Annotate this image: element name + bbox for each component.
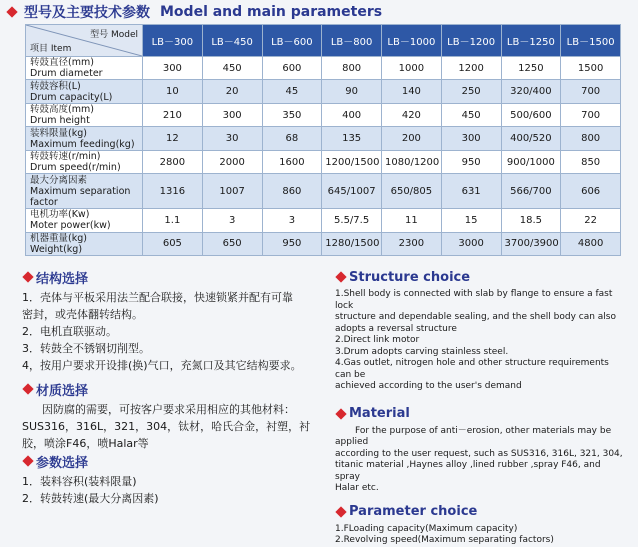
row-label-cn: 转鼓直径(mm): [30, 57, 94, 69]
table-row: [26, 103, 621, 126]
table-cell: 500/600: [501, 103, 561, 126]
table-cell: 1000: [382, 57, 442, 80]
row-label: [26, 103, 143, 126]
table-cell: 850: [561, 150, 621, 173]
model-header: LB－1500: [561, 25, 621, 57]
english-column: [335, 268, 627, 547]
corner-model-label: 型号 Model: [90, 30, 138, 40]
diamond-bullet-icon: [22, 271, 33, 282]
row-label-en: Drum capacity(L): [30, 91, 113, 103]
table-cell: 645/1007: [322, 174, 382, 209]
text-line: 2．电机直联驱动。: [22, 325, 117, 338]
material-en-body: [335, 426, 627, 495]
model-header: LB－1250: [501, 25, 561, 57]
table-cell: 650/805: [382, 174, 442, 209]
table-cell: 350: [262, 103, 322, 126]
table-row: [26, 150, 621, 173]
text-line: 3.Drum adopts carving stainless steel.: [335, 346, 509, 357]
diamond-bullet-icon: [22, 383, 33, 394]
table-cell: 566/700: [501, 174, 561, 209]
table-cell: 140: [382, 80, 442, 103]
text-line: 1．装料容积(装料限量): [22, 475, 137, 488]
table-cell: 11: [382, 209, 442, 232]
row-label: [26, 57, 143, 80]
text-line: 2.Direct link motor: [335, 335, 420, 345]
table-cell: 2000: [202, 150, 262, 173]
row-label-en: Moter power(kw): [30, 220, 111, 232]
text-line: 2．转鼓转速(最大分离因素): [22, 492, 159, 505]
row-label-cn: 装料限量(kg): [30, 127, 87, 139]
text-line: 胶，喷涂F46，喷Halar等: [22, 437, 149, 450]
row-label-en: Drum speed(r/min): [30, 162, 121, 174]
table-cell: 30: [202, 127, 262, 150]
model-header: LB－1000: [382, 25, 442, 57]
table-cell: 18.5: [501, 209, 561, 232]
table-cell: 2800: [143, 150, 203, 173]
table-cell: 15: [441, 209, 501, 232]
table-cell: 800: [561, 127, 621, 150]
diamond-bullet-icon: [6, 6, 17, 17]
table-cell: 800: [322, 57, 382, 80]
structure-cn-body: [22, 289, 320, 374]
table-cell: 1007: [202, 174, 262, 209]
row-label: [26, 80, 143, 103]
parameter-en-body: [335, 524, 627, 547]
table-cell: 210: [143, 103, 203, 126]
table-row: [26, 232, 621, 256]
table-cell: 420: [382, 103, 442, 126]
structure-cn-heading: 结构选择: [22, 268, 320, 286]
table-cell: 400: [322, 103, 382, 126]
table-cell: 631: [441, 174, 501, 209]
text-line: titanic material ,Haynes alloy ,lined rubber ,spray F46, and spray: [335, 460, 601, 482]
title-en: Model and main parameters: [160, 4, 383, 20]
material-en-heading: Material: [335, 405, 627, 423]
table-cell: 5.5/7.5: [322, 209, 382, 232]
table-row: [26, 209, 621, 232]
table-cell: 600: [262, 57, 322, 80]
table-cell: 450: [202, 57, 262, 80]
text-line: according to the user request, such as SUS316, 316L, 321, 304,: [335, 448, 623, 459]
model-header: LB－1200: [441, 25, 501, 57]
structure-en-body: [335, 289, 627, 393]
text-line: 因防腐的需要，可按客户要求采用相应的其他材料：: [42, 403, 295, 416]
material-cn-body: [22, 401, 320, 452]
row-label-cn: 转鼓容积(L): [30, 80, 81, 92]
row-label-cn: 最大分离因素: [30, 174, 88, 186]
table-cell: 650: [202, 232, 262, 256]
row-label: [26, 174, 143, 209]
table-row: [26, 57, 621, 80]
table-cell: 250: [441, 80, 501, 103]
parameter-cn-heading: 参数选择: [22, 452, 320, 470]
row-label: [26, 209, 143, 232]
diamond-bullet-icon: [22, 455, 33, 466]
table-cell: 1.1: [143, 209, 203, 232]
corner-item-label: 项目 Item: [30, 44, 72, 54]
table-cell: 1250: [501, 57, 561, 80]
text-line: 1.Shell body is connected with slab by flange to ensure a fast lock: [335, 289, 613, 311]
table-cell: 135: [322, 127, 382, 150]
chinese-column: [22, 268, 320, 507]
table-cell: 450: [441, 103, 501, 126]
parameter-en-heading: Parameter choice: [335, 503, 627, 521]
table-cell: 4800: [561, 232, 621, 256]
row-label-cn: 转鼓转速(r/min): [30, 151, 101, 163]
table-cell: 1200: [441, 57, 501, 80]
table-cell: 1280/1500: [322, 232, 382, 256]
row-label: [26, 232, 143, 256]
title-cn: 型号及主要技术参数: [24, 5, 150, 21]
row-label-cn: 转鼓高度(mm): [30, 104, 94, 116]
table-cell: 320/400: [501, 80, 561, 103]
text-line: structure and dependable sealing, and the shell body can also: [335, 312, 616, 322]
row-label: [26, 150, 143, 173]
row-label-cn: 机器重量(kg): [30, 232, 87, 244]
text-line: 1.FLoading capacity(Maximum capacity): [335, 523, 518, 534]
row-label-en: Maximum separation factor: [30, 185, 131, 208]
diamond-bullet-icon: [335, 271, 346, 282]
table-cell: 860: [262, 174, 322, 209]
table-cell: 22: [561, 209, 621, 232]
text-line: 密封，或壳体翻转结构。: [22, 308, 143, 321]
table-cell: 300: [143, 57, 203, 80]
table-row: [26, 127, 621, 150]
text-line: achieved according to the user's demand: [335, 381, 522, 391]
table-cell: 300: [202, 103, 262, 126]
table-cell: 1080/1200: [382, 150, 442, 173]
text-line: 4，按用户要求开设排(换)气口，充氮口及其它结构要求。: [22, 359, 302, 372]
text-line: 4.Gas outlet, nitrogen hole and other structure requirements can be: [335, 358, 609, 380]
text-line: 2.Revolving speed(Maximum separating factors): [335, 535, 554, 545]
table-cell: 45: [262, 80, 322, 103]
table-cell: 950: [262, 232, 322, 256]
material-cn-heading: 材质选择: [22, 380, 320, 398]
table-cell: 10: [143, 80, 203, 103]
structure-en-heading: Structure choice: [335, 268, 627, 286]
row-label-en: Weight(kg): [30, 243, 83, 255]
parameter-cn-body: [22, 473, 320, 507]
row-label-en: Drum height: [30, 115, 90, 127]
model-header: LB－300: [143, 25, 203, 57]
diamond-bullet-icon: [335, 506, 346, 517]
table-cell: 605: [143, 232, 203, 256]
row-label-en: Maximum feeding(kg): [30, 138, 135, 150]
text-line: adopts a reversal structure: [335, 323, 457, 334]
table-cell: 20: [202, 80, 262, 103]
text-line: 1．壳体与平板采用法兰配合联接，快速锁紧并配有可靠: [22, 291, 293, 304]
model-header: LB－450: [202, 25, 262, 57]
table-cell: 200: [382, 127, 442, 150]
table-corner-cell: [26, 25, 143, 57]
table-cell: 1600: [262, 150, 322, 173]
table-row: [26, 80, 621, 103]
table-cell: 606: [561, 174, 621, 209]
table-cell: 3700/3900: [501, 232, 561, 256]
table-cell: 3: [262, 209, 322, 232]
row-label-en: Drum diameter: [30, 68, 103, 80]
text-line: Halar etc.: [335, 483, 379, 493]
model-header: LB－600: [262, 25, 322, 57]
row-label: [26, 127, 143, 150]
table-cell: 700: [561, 103, 621, 126]
parameters-table: [25, 24, 621, 256]
table-cell: 2300: [382, 232, 442, 256]
table-cell: 300: [441, 127, 501, 150]
table-cell: 1200/1500: [322, 150, 382, 173]
text-line: For the purpose of anti－erosion, other materials may be applied: [335, 425, 612, 447]
text-line: 3．转鼓全不锈钢切削型。: [22, 342, 150, 355]
table-cell: 950: [441, 150, 501, 173]
table-cell: 1500: [561, 57, 621, 80]
table-cell: 1316: [143, 174, 203, 209]
page-title: [6, 2, 382, 22]
table-cell: 68: [262, 127, 322, 150]
diamond-bullet-icon: [335, 408, 346, 419]
table-cell: 400/520: [501, 127, 561, 150]
table-cell: 700: [561, 80, 621, 103]
row-label-cn: 电机功率(Kw): [30, 209, 90, 221]
model-header: LB－800: [322, 25, 382, 57]
text-line: SUS316，316L，321，304，钛材，哈氏合金，衬塑，衬: [22, 420, 311, 433]
table-cell: 3000: [441, 232, 501, 256]
table-cell: 90: [322, 80, 382, 103]
table-cell: 12: [143, 127, 203, 150]
table-cell: 900/1000: [501, 150, 561, 173]
table-row: [26, 174, 621, 209]
table-cell: 3: [202, 209, 262, 232]
table-header-row: [26, 25, 621, 57]
